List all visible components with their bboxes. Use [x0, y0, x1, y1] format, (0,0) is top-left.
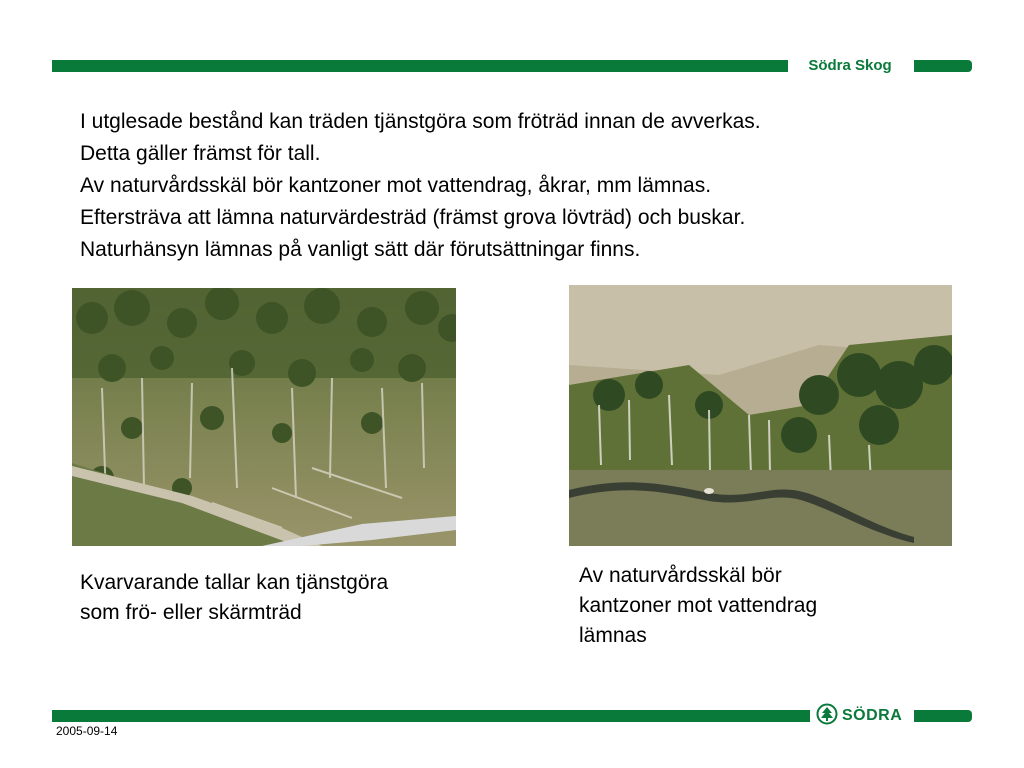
caption-left-line: Kvarvarande tallar kan tjänstgöra: [80, 571, 389, 594]
footer-bar-left: [52, 710, 810, 722]
photo-pine-stand: [72, 288, 456, 546]
tree-logo-icon: [816, 703, 838, 730]
photo-stream-buffer: [569, 285, 952, 546]
caption-left: [80, 568, 388, 628]
body-line: I utglesade bestånd kan träden tjänstgöra som fröträd innan de avverkas.: [80, 110, 761, 133]
header-bar-right: [914, 60, 972, 72]
footer-logo-text: SÖDRA: [842, 707, 903, 724]
body-line: Detta gäller främst för tall.: [80, 142, 321, 165]
footer-logo: [816, 704, 910, 728]
body-text: [80, 106, 960, 266]
caption-right: [579, 561, 817, 651]
header-brand-label: Södra Skog: [808, 57, 892, 74]
header-bar-left: [52, 60, 788, 72]
caption-left-line: som frö- eller skärmträd: [80, 601, 302, 624]
footer-bar-right: [914, 710, 972, 722]
body-line: Eftersträva att lämna naturvärdesträd (främst grova lövträd) och buskar.: [80, 206, 746, 229]
footer-date: 2005-09-14: [56, 724, 118, 738]
body-line: Av naturvårdsskäl bör kantzoner mot vattendrag, åkrar, mm lämnas.: [80, 174, 712, 197]
caption-right-line: Av naturvårdsskäl bör: [579, 564, 782, 587]
body-line: Naturhänsyn lämnas på vanligt sätt där förutsättningar finns.: [80, 238, 641, 261]
caption-right-line: lämnas: [579, 624, 647, 647]
caption-right-line: kantzoner mot vattendrag: [579, 594, 818, 617]
